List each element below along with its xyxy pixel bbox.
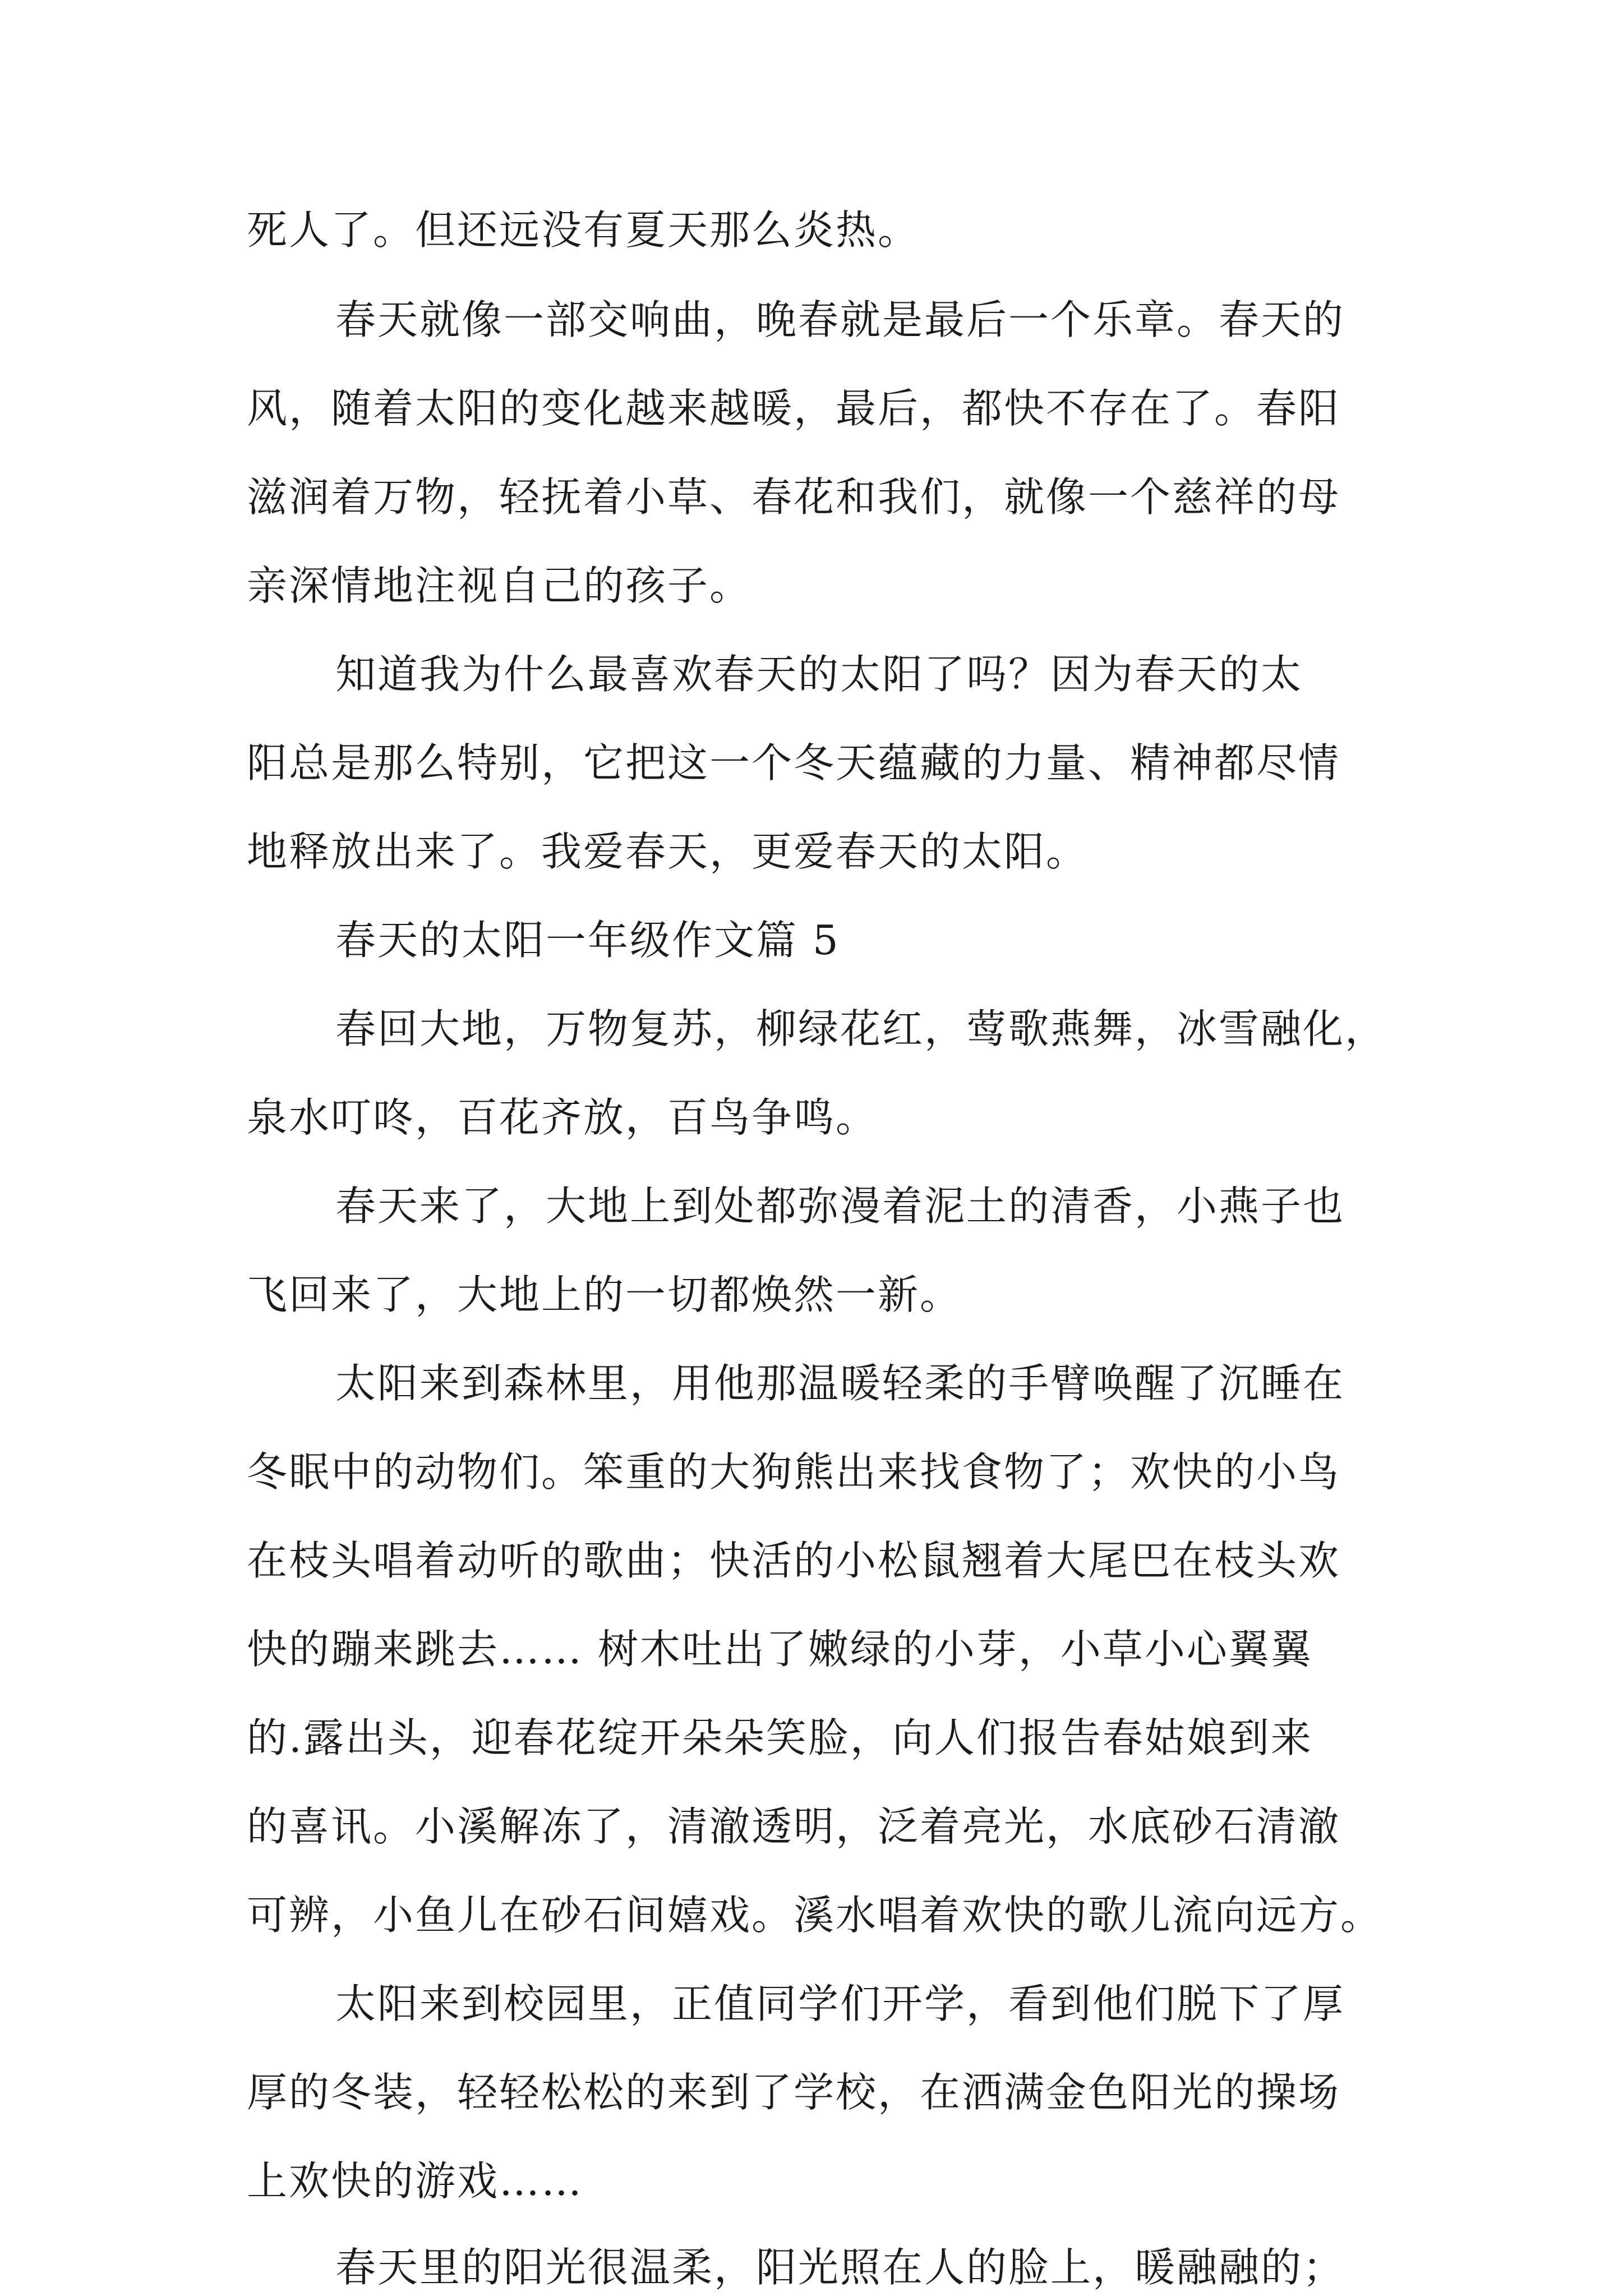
text-line: 的.露出头，迎春花绽开朵朵笑脸，向人们报告春姑娘到来 xyxy=(247,1714,1313,1761)
paragraph-start-line: 春天就像一部交响曲，晚春就是最后一个乐章。春天的 xyxy=(335,296,1345,343)
paragraph-start-line: 太阳来到森林里，用他那温暖轻柔的手臂唤醒了沉睡在 xyxy=(335,1360,1345,1407)
text-line: 死人了。但还远没有夏天那么炎热。 xyxy=(247,206,920,254)
text-line: 泉水叮咚，百花齐放，百鸟争鸣。 xyxy=(247,1094,878,1141)
text-line: 冬眠中的动物们。笨重的大狗熊出来找食物了；欢快的小鸟 xyxy=(247,1448,1341,1496)
section-heading: 春天的太阳一年级作文篇 5 xyxy=(335,917,840,964)
text-line: 上欢快的游戏…… xyxy=(247,2157,584,2205)
text-line: 的喜讯。小溪解冻了，清澈透明，泛着亮光，水底砂石清澈 xyxy=(247,1803,1341,1850)
paragraph-start-line: 春天里的阳光很温柔，阳光照在人的脸上，暖融融的； xyxy=(335,2244,1345,2291)
paragraph-start-line: 太阳来到校园里，正值同学们开学，看到他们脱下了厚 xyxy=(335,1980,1345,2027)
paragraph-start-line: 春天来了，大地上到处都弥漫着泥土的清香，小燕子也 xyxy=(335,1182,1345,1230)
text-line: 地释放出来了。我爱春天，更爱春天的太阳。 xyxy=(247,828,1089,875)
text-line: 亲深情地注视自己的孩子。 xyxy=(247,562,752,609)
text-line: 在枝头唱着动听的歌曲；快活的小松鼠翘着大尾巴在枝头欢 xyxy=(247,1537,1341,1584)
paragraph-start-line: 知道我为什么最喜欢春天的太阳了吗？因为春天的太 xyxy=(335,651,1303,698)
paragraph-start-line: 春回大地，万物复苏，柳绿花红，莺歌燕舞，冰雪融化， xyxy=(335,1005,1387,1052)
text-line: 风，随着太阳的变化越来越暖，最后，都快不存在了。春阳 xyxy=(247,385,1341,432)
text-line: 飞回来了，大地上的一切都焕然一新。 xyxy=(247,1271,962,1318)
text-line: 可辨，小鱼儿在砂石间嬉戏。溪水唱着欢快的歌儿流向远方。 xyxy=(247,1892,1383,1939)
text-line: 厚的冬装，轻轻松松的来到了学校，在洒满金色阳光的操场 xyxy=(247,2069,1341,2116)
text-line: 阳总是那么特别，它把这一个冬天蕴藏的力量、精神都尽情 xyxy=(247,739,1341,786)
text-line: 快的蹦来跳去…… 树木吐出了嫩绿的小芽，小草小心翼翼 xyxy=(247,1626,1313,1673)
text-line: 滋润着万物，轻抚着小草、春花和我们，就像一个慈祥的母 xyxy=(247,473,1341,521)
